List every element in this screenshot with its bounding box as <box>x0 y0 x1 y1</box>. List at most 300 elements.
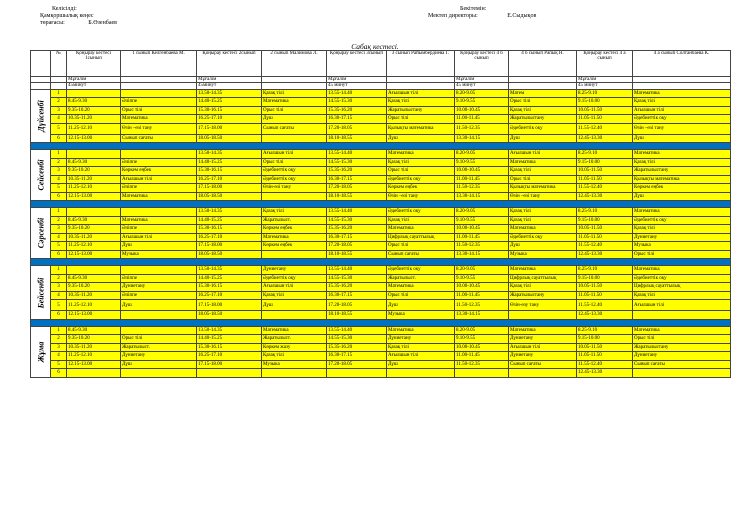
lesson-subject <box>633 369 731 378</box>
lesson-time: 17.15-18.00 <box>197 300 262 311</box>
lesson-time: 11.00-11.45 <box>455 352 509 361</box>
lesson-subject: Орыс тілі <box>262 158 327 167</box>
lesson-subject: Цифрлық сауаттылық <box>633 283 731 292</box>
lesson-subject: Жаратылыстану <box>509 291 577 300</box>
lesson-number: 5 <box>51 242 67 251</box>
lesson-time: 14.55-15.30 <box>327 274 387 283</box>
left-approval-role <box>40 20 117 27</box>
lesson-time: 13.50-14.35 <box>197 266 262 275</box>
subheader-teacher: Мұғалім <box>327 77 387 83</box>
lesson-time: 11.25-12.10 <box>67 184 121 193</box>
day-name-cell <box>31 150 51 201</box>
lesson-subject: Ағылшын тілі <box>121 233 197 242</box>
lesson-time: 9.35-10.20 <box>67 225 121 234</box>
lesson-number: 6 <box>51 311 67 320</box>
lesson-subject: Сынып сағаты <box>633 360 731 369</box>
lesson-subject: Ағылшын тілі <box>387 89 455 98</box>
lesson-subject: Дүниетану <box>387 335 455 344</box>
lesson-subject: Өзін-өзі тану <box>262 184 327 193</box>
lesson-row <box>31 335 731 344</box>
lesson-time: 14.55-15.30 <box>327 98 387 107</box>
lesson-time: 9.15-10.00 <box>577 158 633 167</box>
lesson-time: 13.55-14.40 <box>327 89 387 98</box>
day-name-cell <box>31 266 51 320</box>
left-approval-title: Келісілді: <box>52 6 77 12</box>
lesson-time: 17.15-18.00 <box>197 184 262 193</box>
lesson-time: 9.10-9.55 <box>455 98 509 107</box>
lesson-time: 11.55-12.40 <box>577 360 633 369</box>
lesson-time: 18.05-18.50 <box>197 311 262 320</box>
lesson-time: 16.30-17.15 <box>327 115 387 124</box>
lesson-time: 12.45-13.30 <box>577 192 633 201</box>
lesson-subject <box>121 326 197 335</box>
lesson-time: 12.15-13.00 <box>67 360 121 369</box>
lesson-time <box>67 89 121 98</box>
left-approval-body: Қамқоршылық кеңес <box>40 13 94 19</box>
lesson-time: 16.30-17.15 <box>327 352 387 361</box>
lesson-number: 3 <box>51 283 67 292</box>
lesson-subject <box>121 369 197 378</box>
lesson-time: 10.35-11.20 <box>67 343 121 352</box>
lesson-time: 14.40-15.25 <box>197 216 262 225</box>
header-c5-time: Қоңырау кестесі 4 а сынып <box>577 51 633 77</box>
subheader-teacher: Мұғалім <box>455 77 509 83</box>
lesson-row <box>31 208 731 217</box>
lesson-row <box>31 89 731 98</box>
lesson-subject: Қазақ тілі <box>633 291 731 300</box>
lesson-time: 18.05-18.50 <box>197 250 262 259</box>
subheader-teacher: Мұғалім <box>577 77 633 83</box>
lesson-subject: Дүш <box>262 300 327 311</box>
lesson-subject: Әдебиеттік оқу <box>509 123 577 134</box>
lesson-subject: Әдебиеттік оқу <box>509 233 577 242</box>
lesson-time: 11.05-11.50 <box>577 175 633 184</box>
lesson-time: 14.40-15.25 <box>197 98 262 107</box>
lesson-subject: Жаратылыст. <box>387 274 455 283</box>
lesson-number: 2 <box>51 335 67 344</box>
lesson-time: 17.20-18.05 <box>327 360 387 369</box>
lesson-subject: Музыка <box>387 311 455 320</box>
lesson-row <box>31 106 731 115</box>
lesson-subject <box>509 369 577 378</box>
lesson-time: 12.45-13.30 <box>577 134 633 143</box>
lesson-subject: Музыка <box>262 360 327 369</box>
subheader-duration: 45минут <box>67 83 121 89</box>
lesson-number: 5 <box>51 360 67 369</box>
lesson-number: 3 <box>51 106 67 115</box>
lesson-time: 9.35-10.20 <box>67 335 121 344</box>
lesson-subject: Сынып сағаты <box>509 360 577 369</box>
lesson-number: 2 <box>51 98 67 107</box>
lesson-subject: Жаратылыстану <box>387 106 455 115</box>
lesson-time: 11.00-11.45 <box>455 291 509 300</box>
lesson-subject <box>509 311 577 320</box>
lesson-subject: Әдебиеттік оқу <box>633 274 731 283</box>
lesson-subject <box>262 369 327 378</box>
lesson-time: 8.45-9.30 <box>67 98 121 107</box>
lesson-subject: Дүш <box>633 134 731 143</box>
lesson-time: 16.25-17.10 <box>197 115 262 124</box>
lesson-time: 8.20-9.05 <box>455 89 509 98</box>
lesson-time: 18.10-18.55 <box>327 311 387 320</box>
lesson-subject: Математика <box>121 216 197 225</box>
lesson-time: 8.20-9.05 <box>455 150 509 159</box>
lesson-time: 13.55-14.40 <box>327 208 387 217</box>
lesson-number: 4 <box>51 115 67 124</box>
lesson-subject: Өзін-өзу тану <box>509 300 577 311</box>
lesson-subject: Орыс тілі <box>509 175 577 184</box>
lesson-number: 1 <box>51 326 67 335</box>
lesson-subject: Әдебиеттік оқу <box>633 115 731 124</box>
lesson-subject: Қазақ тілі <box>633 158 731 167</box>
lesson-number: 3 <box>51 167 67 176</box>
lesson-row <box>31 326 731 335</box>
lesson-row <box>31 150 731 159</box>
lesson-row <box>31 158 731 167</box>
lesson-row <box>31 192 731 201</box>
lesson-time: 13.30-14.15 <box>455 250 509 259</box>
lesson-number: 6 <box>51 250 67 259</box>
lesson-time: 17.15-18.00 <box>197 360 262 369</box>
lesson-subject: Математика <box>633 150 731 159</box>
lesson-time: 14.40-15.25 <box>197 158 262 167</box>
lesson-subject: Сынып сағаты <box>387 250 455 259</box>
lesson-time: 15.30-16.15 <box>197 343 262 352</box>
day-separator-bar <box>31 201 731 208</box>
lesson-subject: Әдебиеттік оқу <box>387 175 455 184</box>
header-c2-class: 2 сынып Малимова Л. <box>262 51 327 77</box>
lesson-time: 18.05-18.50 <box>197 192 262 201</box>
lesson-time: 13.30-14.15 <box>455 192 509 201</box>
schedule-body <box>31 89 731 377</box>
lesson-time: 10.35-11.20 <box>67 175 121 184</box>
lesson-time: 14.55-15.30 <box>327 335 387 344</box>
lesson-row <box>31 233 731 242</box>
lesson-subject: Орыс тілі <box>633 250 731 259</box>
lesson-time: 17.20-18.05 <box>327 242 387 251</box>
lesson-subject: Көркем еңбек <box>633 184 731 193</box>
lesson-subject: Әдебиеттік оқу <box>387 266 455 275</box>
subheader-duration: 45 минут <box>577 83 633 89</box>
lesson-subject: Ағылшын тілі <box>262 150 327 159</box>
lesson-time: 8.20-9.05 <box>455 208 509 217</box>
lesson-subject: Орыс тілі <box>121 335 197 344</box>
lesson-time <box>67 208 121 217</box>
lesson-subject: Ағылшын тілі <box>262 283 327 292</box>
lesson-time: 16.30-17.15 <box>327 291 387 300</box>
lesson-time: 10.05-11.50 <box>577 225 633 234</box>
lesson-subject: Өзін –өзі тану <box>633 123 731 134</box>
subheader-teacher: Мұғалім <box>67 77 121 83</box>
lesson-time: 13.30-14.15 <box>455 134 509 143</box>
lesson-time: 17.20-18.05 <box>327 123 387 134</box>
lesson-number: 1 <box>51 89 67 98</box>
lesson-time: 11.55-12.40 <box>577 242 633 251</box>
lesson-time: 12.15-13.00 <box>67 134 121 143</box>
lesson-time: 8.25-9.10 <box>577 89 633 98</box>
lesson-time: 8.45-9.30 <box>67 326 121 335</box>
lesson-time: 16.25-17.10 <box>197 175 262 184</box>
lesson-number: 6 <box>51 369 67 378</box>
lesson-row <box>31 175 731 184</box>
header-c4-class: 4 б сынып Рапық Н. <box>509 51 577 77</box>
lesson-time: 13.50-14.35 <box>197 326 262 335</box>
lesson-row <box>31 266 731 275</box>
lesson-time: 15.35-16.20 <box>327 106 387 115</box>
lesson-row <box>31 123 731 134</box>
lesson-subject: Көркем еңбек <box>121 167 197 176</box>
lesson-row <box>31 242 731 251</box>
lesson-time: 11.50-12.35 <box>455 242 509 251</box>
lesson-time: 11.25-12.10 <box>67 242 121 251</box>
day-name-cell <box>31 326 51 377</box>
day-separator <box>31 143 731 150</box>
lesson-subject: Математика <box>509 266 577 275</box>
lesson-subject: Дүш <box>262 115 327 124</box>
lesson-time: 15.30-16.15 <box>197 225 262 234</box>
lesson-subject: Ағылшын тілі <box>509 343 577 352</box>
lesson-time: 15.35-16.20 <box>327 167 387 176</box>
lesson-subject: Өзін –өзі тану <box>509 192 577 201</box>
lesson-time: 16.30-17.15 <box>327 175 387 184</box>
lesson-time: 9.35-10.20 <box>67 167 121 176</box>
lesson-subject: Қазақ тілі <box>509 216 577 225</box>
schedule-title: Сабақ кестесі. <box>351 42 399 51</box>
lesson-subject: Музыка <box>121 250 197 259</box>
lesson-number: 1 <box>51 208 67 217</box>
lesson-subject: Көркем еңбек <box>262 225 327 234</box>
lesson-time: 9.15-10.00 <box>577 274 633 283</box>
day-name: Дүйсенбі <box>35 100 45 132</box>
lesson-subject: Математика <box>387 225 455 234</box>
lesson-time: 10.35-11.20 <box>67 291 121 300</box>
lesson-subject: Әліппе <box>121 158 197 167</box>
lesson-subject: Орыс тілі <box>509 98 577 107</box>
lesson-subject: Әліппе <box>121 225 197 234</box>
lesson-subject: Қазақ тілі <box>262 291 327 300</box>
lesson-subject <box>121 311 197 320</box>
right-approval-block <box>428 6 536 20</box>
lesson-subject: Математика <box>387 326 455 335</box>
lesson-time: 14.55-15.30 <box>327 216 387 225</box>
lesson-time: 8.45-9.30 <box>67 216 121 225</box>
lesson-subject: Сынып сағаты <box>262 123 327 134</box>
lesson-time: 13.55-14.40 <box>327 326 387 335</box>
lesson-time: 10.05-11.50 <box>577 106 633 115</box>
lesson-time: 11.05-11.50 <box>577 291 633 300</box>
lesson-subject <box>121 208 197 217</box>
header-c3-class: 3 сынып Райымбердиева Г. <box>387 51 455 77</box>
lesson-subject: Дүниетану <box>509 352 577 361</box>
lesson-row <box>31 225 731 234</box>
left-approval-role-label: төрағасы: <box>40 20 65 26</box>
lesson-subject: Орыс тілі <box>387 291 455 300</box>
lesson-time: 11.50-12.35 <box>455 123 509 134</box>
lesson-time <box>455 369 509 378</box>
lesson-row <box>31 369 731 378</box>
lesson-time: 12.45-13.30 <box>577 311 633 320</box>
lesson-subject: Ағылшын тілі <box>509 150 577 159</box>
lesson-subject: Дүш <box>121 242 197 251</box>
lesson-row <box>31 291 731 300</box>
lesson-subject: Дүниетану <box>121 283 197 292</box>
lesson-subject: Дүш <box>121 360 197 369</box>
lesson-row <box>31 98 731 107</box>
lesson-number: 1 <box>51 150 67 159</box>
lesson-subject: Математика <box>509 225 577 234</box>
lesson-time: 9.10-9.55 <box>455 216 509 225</box>
lesson-row <box>31 216 731 225</box>
lesson-number: 2 <box>51 158 67 167</box>
lesson-subject <box>262 192 327 201</box>
lesson-time: 17.20-18.05 <box>327 184 387 193</box>
left-approval-block <box>40 6 117 27</box>
lesson-subject: Орыс тілі <box>387 242 455 251</box>
lesson-subject: Қазақ тілі <box>509 106 577 115</box>
lesson-subject <box>262 250 327 259</box>
lesson-row <box>31 352 731 361</box>
lesson-time: 17.15-18.00 <box>197 242 262 251</box>
lesson-time: 11.05-11.50 <box>577 115 633 124</box>
lesson-subject: Әліппе <box>121 274 197 283</box>
subheader-duration: 45 минут <box>327 83 387 89</box>
lesson-number: 3 <box>51 343 67 352</box>
header-num: № <box>51 51 67 77</box>
lesson-subject: Жаратылыст. <box>121 343 197 352</box>
lesson-subject: Дүниетану <box>633 352 731 361</box>
lesson-time: 15.30-16.15 <box>197 106 262 115</box>
lesson-subject: Математика <box>633 208 731 217</box>
lesson-subject: Музыка <box>633 242 731 251</box>
lesson-number: 4 <box>51 352 67 361</box>
lesson-time: 11.55-12.40 <box>577 300 633 311</box>
lesson-number: 5 <box>51 300 67 311</box>
lesson-time: 11.55-12.40 <box>577 123 633 134</box>
lesson-subject: Өзін –өзі тану <box>121 123 197 134</box>
lesson-subject: Дүш <box>387 134 455 143</box>
schedule-header <box>31 51 731 90</box>
lesson-time: 11.50-12.35 <box>455 300 509 311</box>
lesson-row <box>31 343 731 352</box>
lesson-time: 11.00-11.45 <box>455 175 509 184</box>
lesson-subject: Қазақ тілі <box>509 167 577 176</box>
lesson-time: 18.10-18.55 <box>327 250 387 259</box>
lesson-subject: Дүниетану <box>633 233 731 242</box>
lesson-time: 8.25-9.10 <box>577 266 633 275</box>
lesson-time: 9.15-10.00 <box>577 216 633 225</box>
lesson-subject <box>262 134 327 143</box>
lesson-subject: Қазақ тілі <box>509 283 577 292</box>
lesson-subject: Әдебиеттік оқу <box>262 175 327 184</box>
lesson-time: 9.35-10.20 <box>67 106 121 115</box>
lesson-time: 12.45-13.30 <box>577 250 633 259</box>
lesson-subject: Көркем еңбек <box>387 184 455 193</box>
lesson-time <box>67 150 121 159</box>
lesson-time <box>327 369 387 378</box>
lesson-time: 10.05-11.50 <box>577 283 633 292</box>
day-separator <box>31 201 731 208</box>
lesson-number: 5 <box>51 184 67 193</box>
lesson-time: 15.35-16.20 <box>327 225 387 234</box>
lesson-subject: Әліппе <box>121 291 197 300</box>
lesson-time: 9.10-9.55 <box>455 274 509 283</box>
lesson-subject <box>387 369 455 378</box>
lesson-subject <box>121 89 197 98</box>
lesson-time: 10.35-11.20 <box>67 115 121 124</box>
lesson-subject: Математика <box>262 233 327 242</box>
lesson-number: 6 <box>51 192 67 201</box>
lesson-subject: Қызықты математика <box>509 184 577 193</box>
lesson-time: 13.55-14.40 <box>327 150 387 159</box>
lesson-subject: Математика <box>262 326 327 335</box>
lesson-row <box>31 167 731 176</box>
left-approval-name: Б.Өзенбаев <box>88 20 118 26</box>
lesson-subject <box>633 311 731 320</box>
lesson-time <box>67 369 121 378</box>
lesson-subject: Көркем жазу <box>262 343 327 352</box>
lesson-subject: Математика <box>633 266 731 275</box>
lesson-subject: Математика <box>387 150 455 159</box>
lesson-subject: Математика <box>633 89 731 98</box>
lesson-number: 4 <box>51 291 67 300</box>
lesson-subject: Жаратылыстану <box>509 115 577 124</box>
lesson-subject: Жаратылыст. <box>262 216 327 225</box>
lesson-subject: Ағылшын тілі <box>633 300 731 311</box>
lesson-subject: Дүниетану <box>262 266 327 275</box>
right-approval-role-label: Мектеп директоры: <box>428 13 478 19</box>
day-name-cell <box>31 208 51 259</box>
lesson-time: 11.55-12.40 <box>577 184 633 193</box>
lesson-subject: Музыка <box>509 250 577 259</box>
lesson-subject: Әдебиеттік оқу <box>262 274 327 283</box>
lesson-time: 9.15-10.00 <box>577 98 633 107</box>
right-approval-name: Е.Сыдықов <box>507 13 537 19</box>
lesson-time: 11.05-11.50 <box>577 352 633 361</box>
lesson-subject: Өзін –өзі тану <box>387 192 455 201</box>
lesson-time: 8.20-9.05 <box>455 326 509 335</box>
lesson-time: 16.25-17.10 <box>197 233 262 242</box>
lesson-time: 11.25-12.10 <box>67 123 121 134</box>
lesson-time: 18.05-18.50 <box>197 134 262 143</box>
lesson-subject: Дүш <box>509 134 577 143</box>
lesson-time: 11.00-11.45 <box>455 115 509 124</box>
lesson-row <box>31 274 731 283</box>
lesson-subject: Орыс тілі <box>262 106 327 115</box>
lesson-time: 13.50-14.35 <box>197 208 262 217</box>
lesson-number: 2 <box>51 216 67 225</box>
lesson-subject: Ағылшын тілі <box>121 175 197 184</box>
header-c1-time: Қоңырау кестесі 1сынып <box>67 51 121 77</box>
day-separator <box>31 259 731 266</box>
lesson-row <box>31 250 731 259</box>
lesson-subject <box>121 150 197 159</box>
lesson-subject: Қазақ тілі <box>509 208 577 217</box>
lesson-subject: Орыс тілі <box>387 115 455 124</box>
right-approval-role <box>428 13 536 20</box>
lesson-time: 9.10-9.55 <box>455 158 509 167</box>
lesson-subject: Дүниетану <box>509 335 577 344</box>
lesson-time: 15.35-16.20 <box>327 283 387 292</box>
lesson-number: 4 <box>51 175 67 184</box>
lesson-subject: Әдебиеттік оқу <box>387 208 455 217</box>
lesson-time: 8.25-9.10 <box>577 326 633 335</box>
header-c4-time: Қоңырау кестесі 4 б сынып <box>455 51 509 77</box>
lesson-time: 9.10-9.55 <box>455 335 509 344</box>
lesson-subject: Математика <box>121 115 197 124</box>
lesson-subject: Математика <box>509 158 577 167</box>
lesson-subject: Математика <box>387 283 455 292</box>
header-c2-time: Қоңырау кестесі 2сынып <box>197 51 262 77</box>
